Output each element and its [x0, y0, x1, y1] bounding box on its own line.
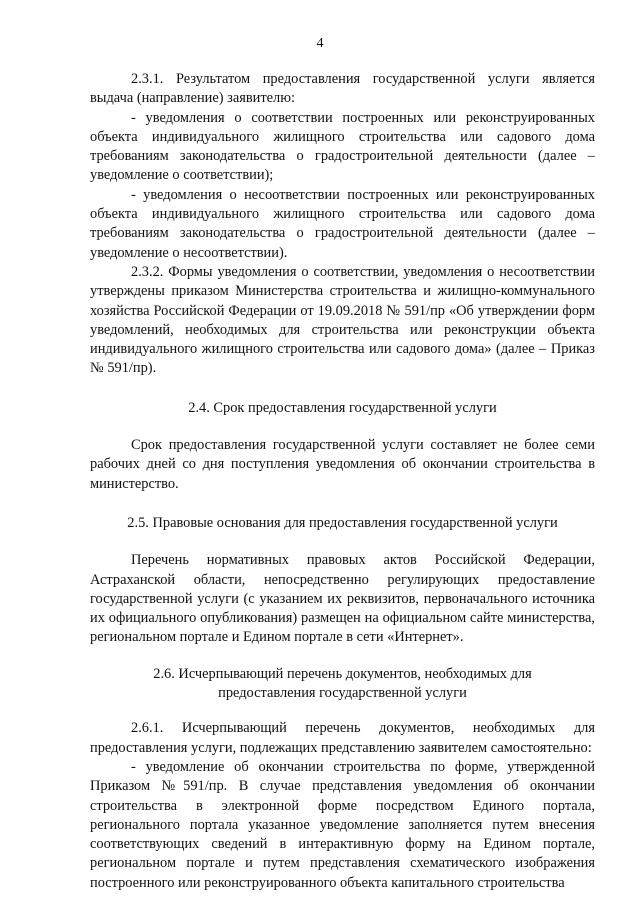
heading-2-5: 2.5. Правовые основания для предоставления государственной услуги	[127, 514, 558, 531]
heading-2-6-line2: предоставления государственной услуги	[218, 685, 467, 702]
list-item-notice-compliance: - уведомления о соответствии построенных или реконструированных объекта индивидуального жилищного строительства или садового дома требованиям законодательства о градостроительной деятельности (далее – уведомление о соответствии);	[90, 109, 595, 184]
paragraph-2-6-1: 2.6.1. Исчерпывающий перечень документов, необходимых для предоставления услуги, подлежащих представлению заявителем самостоятельно:	[90, 720, 595, 756]
document-body	[90, 70, 595, 893]
paragraph-2-3-1: 2.3.1. Результатом предоставления государственной услуги является выдача (направление) заявителю:	[90, 71, 595, 107]
heading-2-6-line1: 2.6. Исчерпывающий перечень документов, необходимых для	[153, 665, 532, 682]
paragraph-2-5: Перечень нормативных правовых актов Российской Федерации, Астраханской области, непосредственно регулирующих предоставление государственной услуги (с указанием их реквизитов, первоначального источника их официального опубликования) размещен на официальном сайте министерства, региональном портале и Едином портале в сети «Интернет».	[90, 552, 595, 646]
paragraph-2-3-2: 2.3.2. Формы уведомления о соответствии, уведомления о несоответствии утверждены приказом Министерства строительства и жилищно-коммунального хозяйства Российской Федерации от 19.09.2018 № 591/пр «Об утверждении форм уведомлений, необходимых для строительства или реконструкции объекта индивидуального жилищного строительства или садового дома» (далее – Приказ № 591/пр).	[90, 263, 595, 377]
list-item-notice-noncompliance: - уведомления о несоответствии построенных или реконструированных объекта индивидуального жилищного строительства или садового дома требованиям законодательства о градостроительной деятельности (далее – уведомление о несоответствии).	[90, 186, 595, 261]
paragraph-2-4: Срок предоставления государственной услуги составляет не более семи рабочих дней со дня поступления уведомления об окончании строительства в министерство.	[90, 437, 595, 492]
list-item-completion-notice: - уведомление об окончании строительства по форме, утвержденной Приказом №591/пр. В случае представления уведомления об окончании строительства в электронной форме посредством Единого портала, регионального портала указанное уведомление заполняется путем внесения соответствующих сведений в интерактивную форму на Едином портале, региональном портале и путем представления схематического изображения построенного или реконструированного объекта капитального строительства	[90, 758, 595, 891]
heading-2-4: 2.4. Срок предоставления государственной услуги	[188, 399, 497, 416]
page-number: 4	[316, 36, 324, 51]
